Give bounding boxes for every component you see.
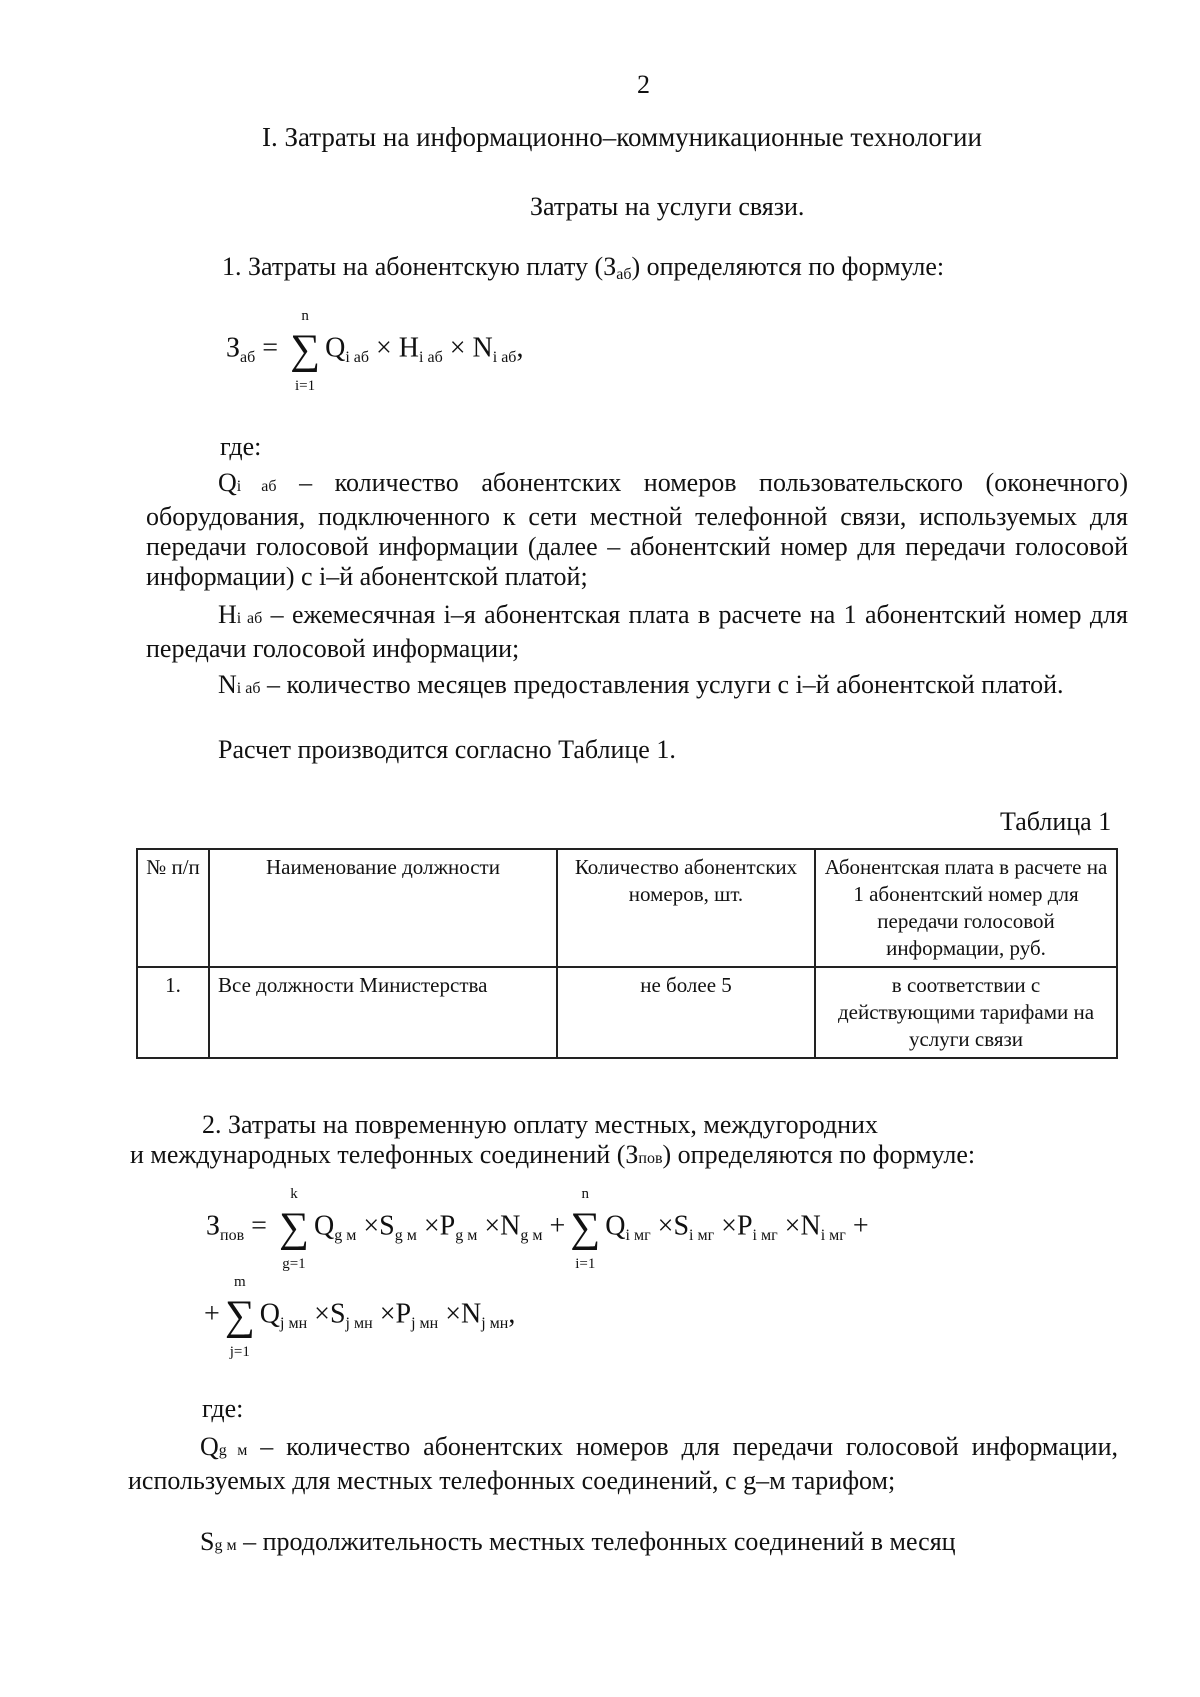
formula-abonent-fee: $З_{аб}$ = ∑ n i=1 $Q_{i аб} \times H_{i аб} \times N_{i аб}$,	[226, 308, 524, 394]
table-header-cell: № п/п	[137, 849, 209, 967]
table-header-cell: Количество абонентских номеров, шт.	[557, 849, 815, 967]
table-1	[136, 848, 1118, 1059]
page-number: 2	[637, 70, 650, 99]
paragraph-1-intro: 1. Затраты на абонентскую плату (Заб) определяются по формуле:	[222, 252, 945, 283]
table-caption: Таблица 1	[1000, 807, 1112, 836]
table-header-cell: Наименование должности	[209, 849, 557, 967]
table-cell: 1.	[137, 967, 209, 1058]
section-heading: I. Затраты на информационно–коммуникационные технологии	[262, 122, 982, 152]
table-row	[137, 967, 1117, 1058]
table-cell: в соответствии с действующими тарифами на услуги связи	[815, 967, 1117, 1058]
calc-note: Расчет производится согласно Таблице 1.	[218, 735, 676, 764]
definition-q-ab: Qi аб – количество абонентских номеров пользовательского (оконечного) оборудования, подключенного к сети местной телефонной связи, используемых для передачи голосовой информации (далее – абонентский номер для передачи голосовой информации) с i–й абонентской платой;	[146, 468, 1128, 591]
definition-n-ab: Ni аб – количество месяцев предоставления услуги с i–й абонентской платой.	[218, 670, 1064, 699]
table-cell: не более 5	[557, 967, 815, 1058]
where-label-2: где:	[202, 1394, 244, 1423]
definition-h-ab: Hi аб – ежемесячная i–я абонентская плата в расчете на 1 абонентский номер для передачи голосовой информации;	[146, 600, 1129, 663]
sum-symbol: ∑ k g=1	[278, 1186, 309, 1272]
sum-symbol: ∑ m j=1	[224, 1274, 255, 1360]
where-label-1: где:	[220, 432, 262, 461]
definition-q-gm: Qg м – количество абонентских номеров для передачи голосовой информации, используемых для местных телефонных соединений, с g–м тарифом;	[128, 1432, 1118, 1495]
table-header-row	[137, 849, 1117, 967]
formula-time-based-line-1: $З_{пов}$ = ∑ k g=1 $Q_{g м} \times S_{g м} \times P_{g м} \times N_{g м}$ + ∑ n i=1 $Q_{i мг} \times S_{i мг} \times P_{i мг} \times N_{i мг}$ +	[206, 1186, 869, 1272]
sum-symbol: ∑ n i=1	[290, 308, 321, 394]
sum-symbol: ∑ n i=1	[570, 1186, 601, 1272]
table-header-cell: Абонентская плата в расчете на 1 абонентский номер для передачи голосовой информации, руб.	[815, 849, 1117, 967]
table-cell: Все должности Министерства	[209, 967, 557, 1058]
definition-s-gm: Sg м – продолжительность местных телефонных соединений в месяц	[200, 1527, 956, 1556]
paragraph-2-intro: 2. Затраты на повременную оплату местных, междугородних и международных телефонных соединений (Зпов) определяются по формуле:	[130, 1110, 976, 1169]
subsection-heading: Затраты на услуги связи.	[530, 192, 805, 221]
formula-time-based-line-2: + ∑ m j=1 $Q_{j мн} \times S_{j мн} \times P_{j мн} \times N_{j мн}$,	[204, 1274, 516, 1360]
